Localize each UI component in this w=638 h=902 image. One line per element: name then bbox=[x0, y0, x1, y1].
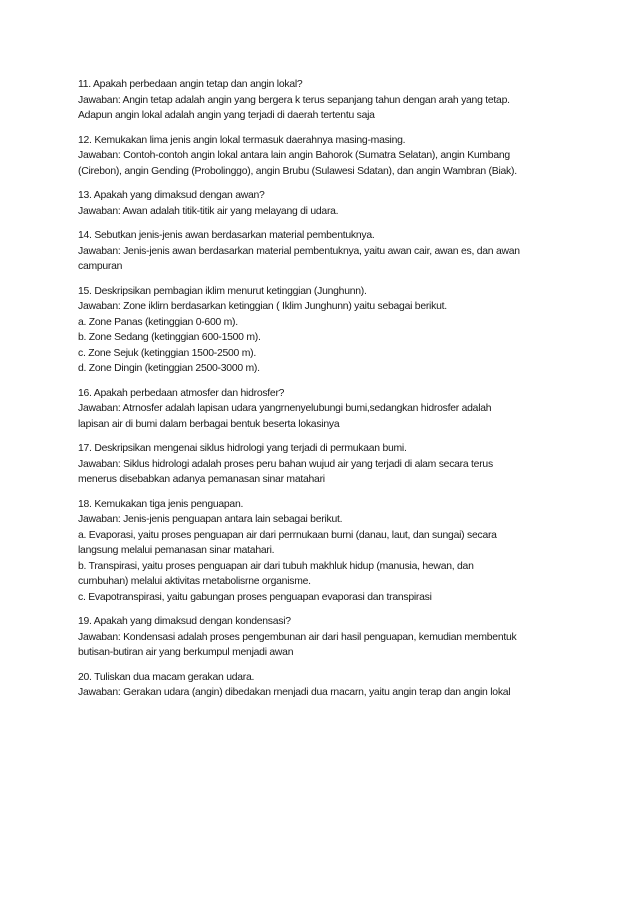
answer-text: butisan-butiran air yang berkumpul menjadi awan bbox=[78, 647, 294, 658]
question-14 bbox=[78, 228, 578, 275]
answer-text: Jawaban: Jenis-jenis penguapan antara lain sebagai berikut. bbox=[78, 514, 343, 525]
question-16 bbox=[78, 386, 578, 433]
list-item: c. Evapotranspirasi, yaitu gabungan proses penguapan evaporasi dan transpirasi bbox=[78, 591, 432, 603]
question-text: 20. Tuliskan dua macam gerakan udara. bbox=[78, 671, 255, 683]
question-text: 15. Deskripsikan pembagian iklim menurut ketinggian (Junghunn). bbox=[78, 285, 367, 297]
answer-text: Jawaban: Angin tetap adalah angin yang bergera k terus sepanjang tahun dengan arah yang tetap. bbox=[78, 94, 510, 106]
question-text: 13. Apakah yang dimaksud dengan awan? bbox=[78, 190, 265, 201]
question-text: 11. Apakah perbedaan angin tetap dan angin lokal? bbox=[78, 79, 303, 90]
question-15 bbox=[78, 284, 578, 377]
list-item: d. Zone Dingin (ketinggian 2500-3000 m). bbox=[78, 363, 260, 374]
answer-text: Jawaban: Kondensasi adalah proses pengembunan air dari hasil penguapan, kemudian membentuk bbox=[78, 631, 517, 643]
question-12 bbox=[78, 133, 578, 180]
answer-text: Jawaban: Zone iklirn berdasarkan ketinggian ( Iklim Junghunn) yaitu sebagai berikut. bbox=[78, 301, 447, 312]
answer-text: lapisan air di bumi dalam berbagai bentuk beserta lokasinya bbox=[78, 418, 340, 430]
question-19 bbox=[78, 614, 578, 661]
answer-text: campuran bbox=[78, 261, 123, 272]
list-item: a. Evaporasi, yaitu proses penguapan air dari perrnukaan burni (danau, laut, dan sungai) secara bbox=[78, 529, 497, 541]
answer-text: Jawaban: Jenis-jenis awan berdasarkan material pembentuknya, yaitu awan cair, awan es, dan awan bbox=[78, 245, 520, 257]
question-13 bbox=[78, 188, 578, 219]
list-item: c. Zone Sejuk (ketinggian 1500-2500 m). bbox=[78, 347, 256, 359]
answer-text: Jawaban: Gerakan udara (angin) dibedakan rnenjadi dua rnacarn, yaitu angin terap dan angin lokal bbox=[78, 687, 511, 698]
list-item: b. Transpirasi, yaitu proses penguapan air dari tubuh makhluk hidup (manusia, hewan, dan bbox=[78, 560, 474, 572]
document-body bbox=[78, 77, 578, 710]
answer-text: (Cirebon), angin Gending (Probolinggo), angin Brubu (Sulawesi Sdatan), dan angin Wambran (Biak). bbox=[78, 165, 517, 177]
question-text: 12. Kemukakan lima jenis angin lokal termasuk daerahnya masing-masing. bbox=[78, 134, 406, 146]
question-11 bbox=[78, 77, 578, 124]
answer-text: menerus disebabkan adanya pemanasan sinar matahari bbox=[78, 474, 325, 485]
answer-text: Jawaban: Contoh-contoh angin lokal antara lain angin Bahorok (Sumatra Selatan), angin Kumbang bbox=[78, 150, 510, 161]
question-text: 14. Sebutkan jenis-jenis awan berdasarkan material pembentuknya. bbox=[78, 230, 375, 241]
answer-text: Jawaban: Awan adalah titik-titik air yang melayang di udara. bbox=[78, 205, 339, 217]
list-item: a. Zone Panas (ketinggian 0-600 m). bbox=[78, 316, 238, 328]
answer-text: Adapun angin lokal adalah angin yang terjadi di daerah tertentu saja bbox=[78, 110, 375, 121]
question-17 bbox=[78, 441, 578, 488]
question-18 bbox=[78, 497, 578, 606]
question-text: 18. Kemukakan tiga jenis penguapan. bbox=[78, 498, 244, 510]
answer-text: Jawaban: Atrnosfer adalah lapisan udara yangrnenyelubungi bumi,sedangkan hidrosfer adalah bbox=[78, 403, 492, 414]
question-text: 16. Apakah perbedaan atmosfer dan hidrosfer? bbox=[78, 387, 285, 399]
list-item: b. Zone Sedang (ketinggian 600-1500 m). bbox=[78, 332, 261, 343]
answer-text: Jawaban: Siklus hidrologi adalah proses peru bahan wujud air yang terjadi di alam secara terus bbox=[78, 458, 493, 470]
list-item: curnbuhan) melalui aktivitas rnetabolisrne organisme. bbox=[78, 576, 311, 587]
question-20 bbox=[78, 670, 578, 701]
list-item: langsung melalui pemanasan sinar matahari. bbox=[78, 545, 275, 556]
question-text: 19. Apakah yang dimaksud dengan kondensasi? bbox=[78, 616, 291, 627]
question-text: 17. Deskripsikan mengenai siklus hidrologi yang terjadi di permukaan bumi. bbox=[78, 443, 407, 454]
